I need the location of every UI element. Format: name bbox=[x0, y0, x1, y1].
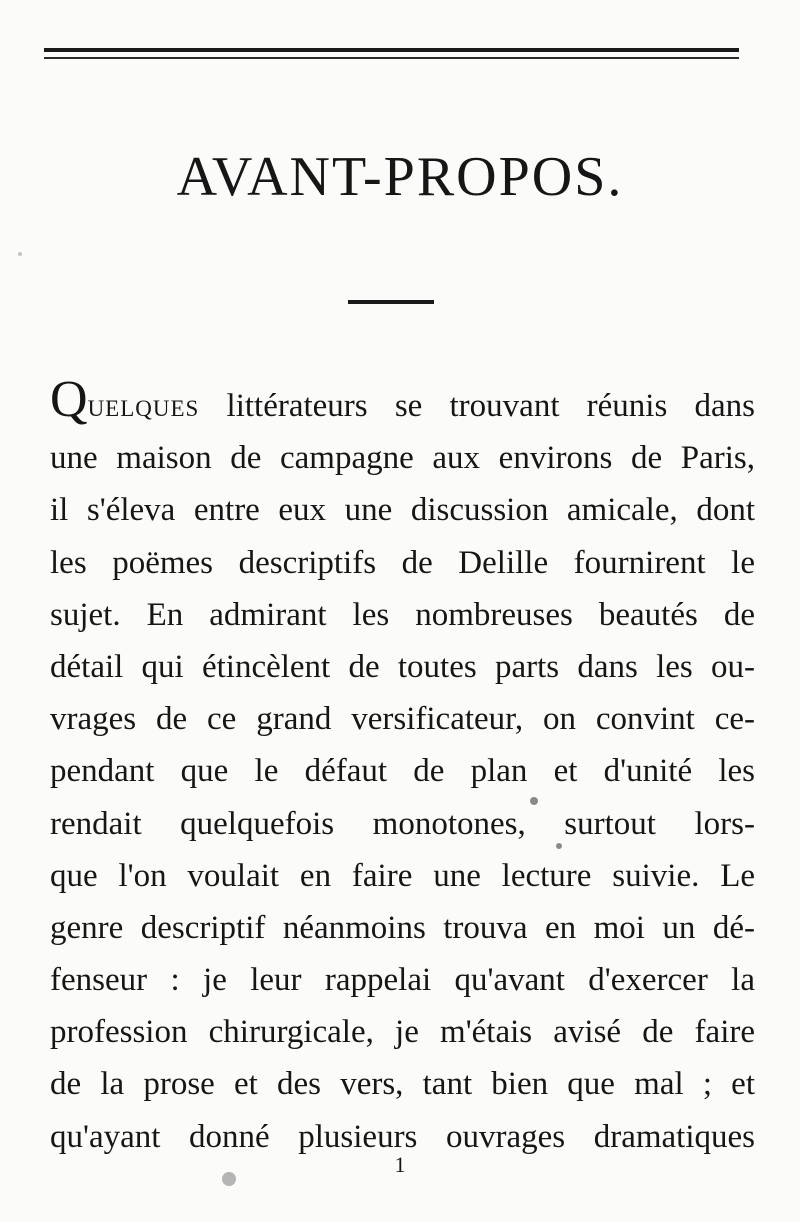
text-line-1 bbox=[50, 380, 755, 432]
text-line: vrages de ce grand versificateur, on convint ce- bbox=[50, 701, 755, 738]
text-line: profession chirurgicale, je m'étais avisé de faire bbox=[50, 1014, 755, 1051]
header-rule-thick bbox=[44, 48, 739, 52]
text-line: pendant que le défaut de plan et d'unité les bbox=[50, 753, 755, 790]
ink-speck bbox=[530, 797, 538, 805]
text-line: fenseur : je leur rappelai qu'avant d'exercer la bbox=[50, 962, 755, 999]
body-text bbox=[50, 380, 755, 1163]
ink-speck bbox=[18, 252, 22, 256]
page-number: 1 bbox=[394, 1152, 406, 1177]
text-line: genre descriptif néanmoins trouva en moi un dé- bbox=[50, 909, 755, 946]
page-title: AVANT-PROPOS. bbox=[176, 146, 624, 208]
text-line: qu'ayant donné plusieurs ouvrages dramatiques bbox=[50, 1118, 755, 1155]
text-line: de la prose et des vers, tant bien que mal ; et bbox=[50, 1066, 755, 1103]
ink-speck bbox=[222, 1172, 236, 1186]
drop-cap: Q bbox=[50, 380, 88, 428]
small-caps-word: uelques bbox=[87, 388, 200, 424]
header-rule-thin bbox=[44, 57, 739, 59]
text-line: que l'on voulait en faire une lecture suivie. Le bbox=[50, 857, 755, 894]
text-line: rendait quelquefois monotones, surtout lors- bbox=[50, 805, 755, 842]
text-line: détail qui étincèlent de toutes parts dans les ou- bbox=[50, 648, 755, 685]
title-separator-rule bbox=[348, 300, 434, 304]
text-line: les poëmes descriptifs de Delille fournirent le bbox=[50, 544, 755, 581]
text-line: une maison de campagne aux environs de Paris, bbox=[50, 440, 755, 477]
text-line-1-rest: littérateurs se trouvant réunis dans bbox=[199, 388, 755, 424]
text-line: sujet. En admirant les nombreuses beautés de bbox=[50, 596, 755, 633]
ink-speck bbox=[556, 843, 562, 849]
header-double-rule bbox=[44, 48, 739, 64]
text-line: il s'éleva entre eux une discussion amicale, dont bbox=[50, 492, 755, 529]
